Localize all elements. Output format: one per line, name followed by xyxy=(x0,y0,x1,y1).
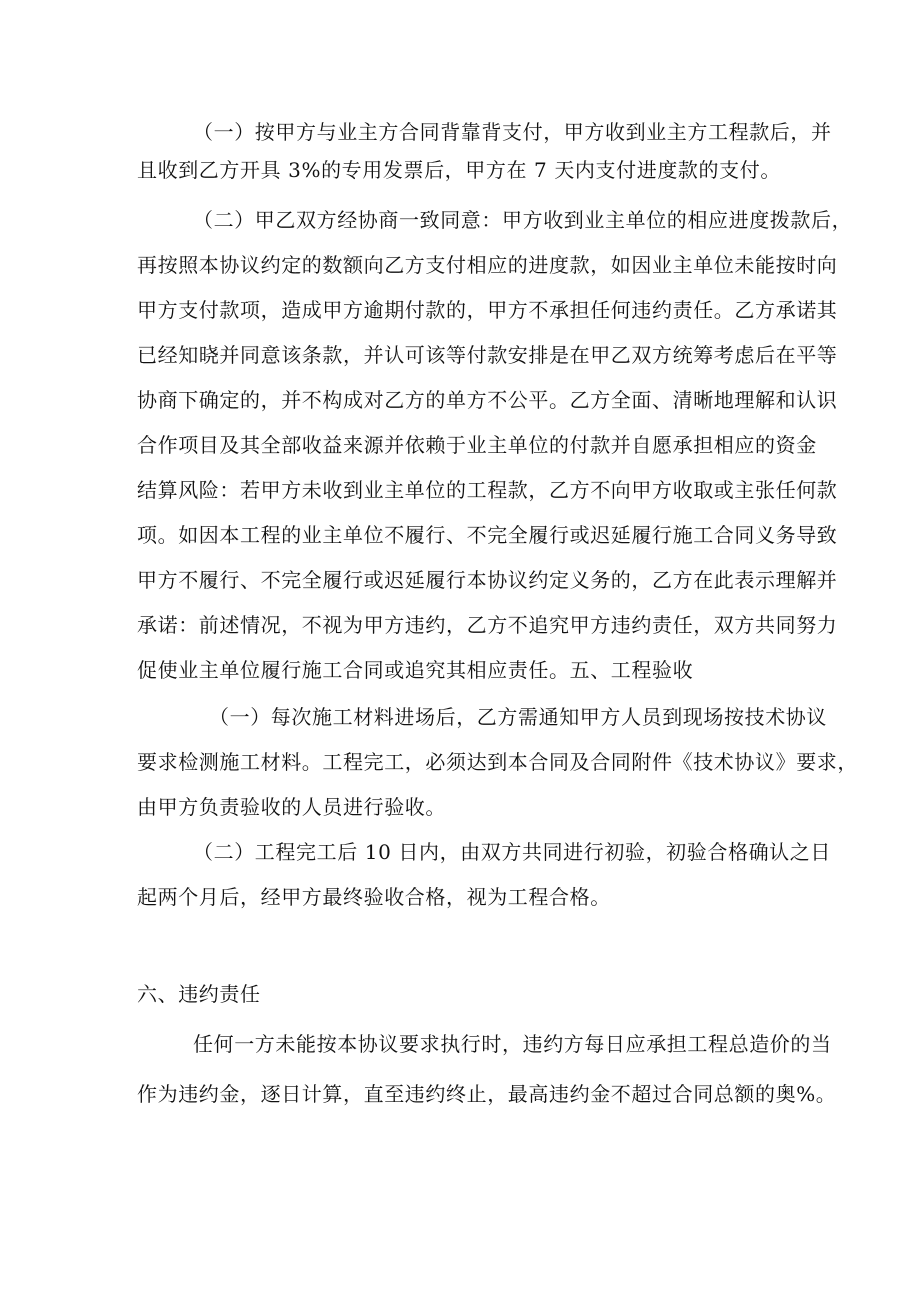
text-line: 结算风险：若甲方未收到业主单位的工程款，乙方不向甲方收取或主张任何款 xyxy=(137,478,838,502)
text-line: 促使业主单位履行施工合同或追究其相应责任。五、工程验收 xyxy=(137,658,694,682)
text-line: 起两个月后，经甲方最终验收合格，视为工程合格。 xyxy=(137,885,611,909)
text-line: 再按照本协议约定的数额向乙方支付相应的进度款，如因业主单位未能按时向 xyxy=(137,253,838,277)
text-line: （一）每次施工材料进场后，乙方需通知甲方人员到现场按技术协议 xyxy=(209,705,827,729)
text-line: 且收到乙方开具 3%的专用发票后，甲方在 7 天内支付进度款的支付。 xyxy=(137,158,781,182)
text-line: （一）按甲方与业主方合同背靠背支付，甲方收到业主方工程款后，并 xyxy=(193,120,832,144)
text-line: 要求检测施工材料。工程完工，必须达到本合同及合同附件《技术协议》要求， xyxy=(137,750,858,774)
text-line: 项。如因本工程的业主单位不履行、不完全履行或迟延履行施工合同义务导致 xyxy=(137,523,838,547)
section-heading: 六、违约责任 xyxy=(137,982,261,1006)
text-line: （二）工程完工后 10 日内，由双方共同进行初验，初验合格确认之日 xyxy=(193,840,831,864)
text-line: 合作项目及其全部收益来源并依赖于业主单位的付款并自愿承担相应的资金 xyxy=(137,433,817,457)
text-line: 已经知晓并同意该条款，并认可该等付款安排是在甲乙双方统筹考虑后在平等 xyxy=(137,343,838,367)
text-line: 承诺：前述情况，不视为甲方违约，乙方不追究甲方违约责任，双方共同努力 xyxy=(137,613,838,637)
text-line: 甲方支付款项，造成甲方逾期付款的，甲方不承担任何违约责任。乙方承诺其 xyxy=(137,298,838,322)
text-line: 由甲方负责验收的人员进行验收。 xyxy=(137,795,446,819)
text-line: （二）甲乙双方经协商一致同意：甲方收到业主单位的相应进度拨款后， xyxy=(193,208,853,232)
text-line: 任何一方未能按本协议要求执行时，违约方每日应承担工程总造价的当 xyxy=(193,1032,832,1056)
text-line: 甲方不履行、不完全履行或迟延履行本协议约定义务的，乙方在此表示理解并 xyxy=(137,568,838,592)
text-line: 作为违约金，逐日计算，直至违约终止，最高违约金不超过合同总额的奥%。 xyxy=(137,1082,837,1106)
text-line: 协商下确定的，并不构成对乙方的单方不公平。乙方全面、清晰地理解和认识 xyxy=(137,388,838,412)
